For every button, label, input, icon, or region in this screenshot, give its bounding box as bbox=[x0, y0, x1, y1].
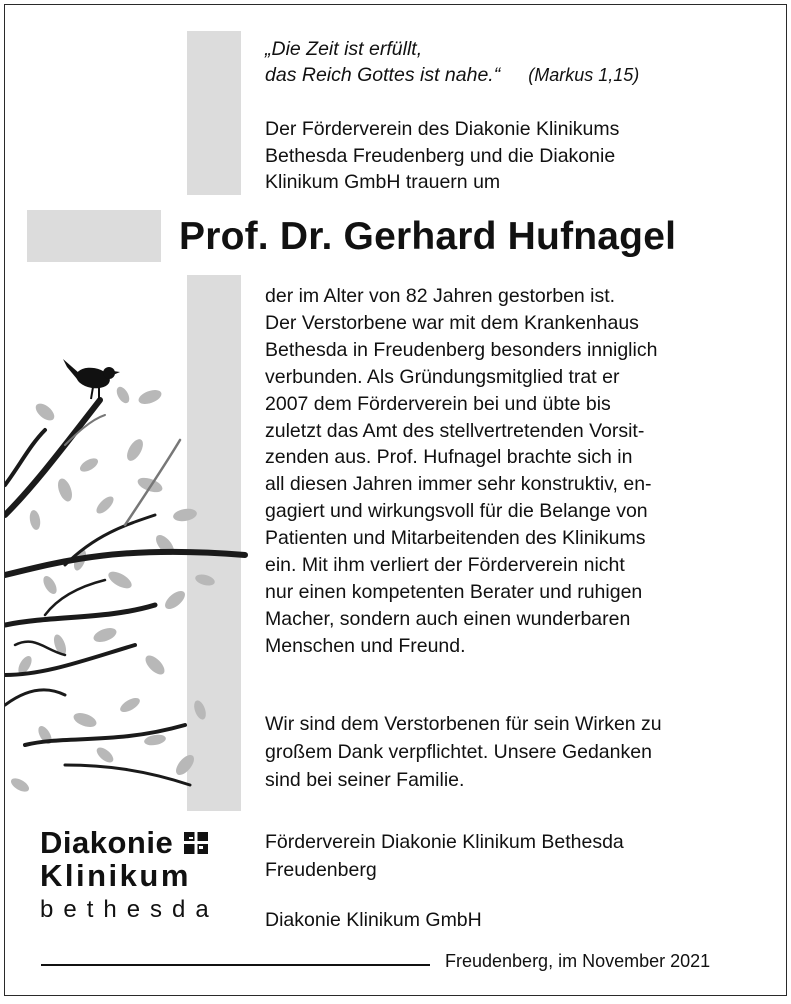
logo-row-1 bbox=[40, 827, 240, 859]
quote-line-2: das Reich Gottes ist nahe.“ bbox=[265, 64, 501, 86]
closing-line: sind bei seiner Familie. bbox=[265, 769, 465, 791]
signature-line: Freudenberg bbox=[265, 859, 377, 881]
body-line: nur einen kompetenten Berater und ruhigen bbox=[265, 580, 643, 603]
quote-line-1: „Die Zeit ist erfüllt, bbox=[265, 38, 423, 60]
bird-icon bbox=[63, 359, 120, 399]
bird-on-branch-illustration bbox=[5, 345, 250, 805]
body-line: 2007 dem Förderverein bei und übte bis bbox=[265, 392, 611, 415]
place-date: Freudenberg, im November 2021 bbox=[445, 951, 711, 971]
signature-foerderverein bbox=[265, 828, 765, 884]
body-line: der im Alter von 82 Jahren gestorben ist. bbox=[265, 285, 616, 307]
body-line: Bethesda in Freudenberg besonders inniglich bbox=[265, 338, 658, 361]
body-line: zuletzt das Amt des stellvertretenden Vorsit- bbox=[265, 419, 645, 442]
closing-paragraph bbox=[265, 710, 765, 794]
diakonie-cross-icon bbox=[183, 831, 209, 855]
quote-line-2-row bbox=[265, 62, 639, 88]
signature-line: Förderverein Diakonie Klinikum Bethesda bbox=[265, 831, 624, 853]
logo-word-diakonie: Diakonie bbox=[40, 825, 174, 860]
bible-quote bbox=[265, 36, 639, 88]
diakonie-logo bbox=[40, 827, 240, 925]
body-line: all diesen Jahren immer sehr konstruktiv, en- bbox=[265, 473, 652, 496]
obituary-notice bbox=[4, 4, 787, 996]
signature-gmbh: Diakonie Klinikum GmbH bbox=[265, 909, 482, 931]
body-line: Der Verstorbene war mit dem Krankenhaus bbox=[265, 311, 639, 334]
body-line: zenden aus. Prof. Hufnagel brachte sich in bbox=[265, 446, 633, 469]
intro-paragraph bbox=[265, 116, 765, 196]
logo-word-bethesda: bethesda bbox=[40, 896, 219, 923]
body-paragraph bbox=[265, 283, 765, 660]
body-line: Menschen und Freund. bbox=[265, 634, 466, 657]
footer-divider bbox=[41, 964, 430, 966]
closing-line: Wir sind dem Verstorbenen für sein Wirken zu bbox=[265, 713, 662, 735]
closing-line: großem Dank verpflichtet. Unsere Gedanken bbox=[265, 741, 652, 763]
deceased-name: Prof. Dr. Gerhard Hufnagel bbox=[179, 215, 677, 258]
leaves bbox=[9, 385, 216, 795]
body-line: verbunden. Als Gründungsmitglied trat er bbox=[265, 365, 620, 388]
logo-word-klinikum: Klinikum bbox=[40, 858, 191, 893]
cross-horizontal-bar bbox=[27, 210, 161, 262]
body-line: gagiert und wirkungsvoll für die Belange von bbox=[265, 500, 648, 523]
intro-line: Bethesda Freudenberg und die Diakonie bbox=[265, 144, 616, 167]
quote-reference: (Markus 1,15) bbox=[528, 65, 640, 85]
body-line: Patienten und Mitarbeitenden des Klinikums bbox=[265, 527, 646, 550]
intro-line: Klinikum GmbH trauern um bbox=[265, 171, 501, 193]
body-line: Macher, sondern auch einen wunderbaren bbox=[265, 607, 631, 630]
intro-line: Der Förderverein des Diakonie Klinikums bbox=[265, 118, 620, 140]
body-line: ein. Mit ihm verliert der Förderverein nicht bbox=[265, 554, 625, 577]
